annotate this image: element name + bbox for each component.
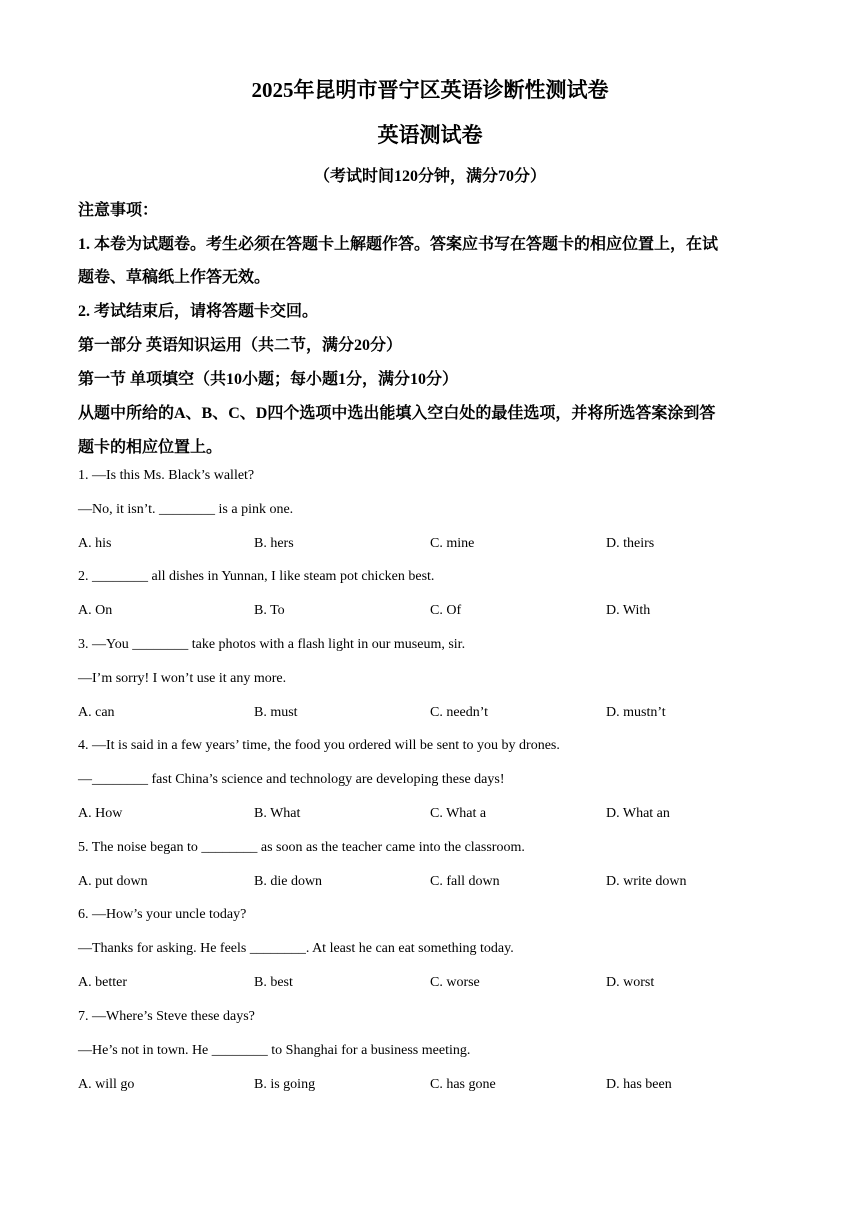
question-6-option-c: C. worse [430,975,480,990]
question-4-option-a: A. How [78,806,123,821]
question-2-option-c: C. Of [430,603,462,618]
question-6-line-2: —Thanks for asking. He feels ________. At least he can eat something today. [78,941,514,956]
question-6-option-d: D. worst [606,975,655,990]
question-7-option-a: A. will go [78,1077,135,1092]
exam-subtitle: 英语测试卷 [377,123,483,147]
question-7-option-b: B. is going [254,1077,316,1092]
notes-item-2: 2. 考试结束后，请将答题卡交回。 [78,303,319,320]
part-heading: 第一部分 英语知识运用（共二节，满分20分） [78,337,403,354]
question-5-option-b: B. die down [254,874,323,889]
notes-heading: 注意事项： [78,202,159,219]
question-1-line-1: 1. —Is this Ms. Black’s wallet? [78,468,255,483]
question-3-option-b: B. must [254,705,298,720]
question-5-option-a: A. put down [78,874,148,889]
question-3-option-d: D. mustn’t [606,705,666,720]
question-4-line-1: 4. —It is said in a few years’ time, the food you ordered will be sent to you by drones. [78,738,560,753]
question-2-option-b: B. To [254,603,285,618]
instruction-line-2: 题卡的相应位置上。 [78,439,223,456]
question-3-option-a: A. can [78,705,115,720]
subsection-heading: 第一节 单项填空（共10小题；每小题1分，满分10分） [78,371,459,388]
question-2-line-1: 2. ________ all dishes in Yunnan, I like steam pot chicken best. [78,569,435,584]
question-4-option-c: C. What a [430,806,487,821]
exam-info: （考试时间120分钟，满分70分） [313,168,546,185]
question-4-option-b: B. What [254,806,301,821]
question-3-line-2: —I’m sorry! I won’t use it any more. [78,671,287,686]
question-6-option-a: A. better [78,975,127,990]
question-5-option-d: D. write down [606,874,687,889]
question-7-line-1: 7. —Where’s Steve these days? [78,1009,255,1024]
question-6-option-b: B. best [254,975,293,990]
question-2-option-d: D. With [606,603,651,618]
question-1-option-a: A. his [78,536,112,551]
question-4-line-2: —________ fast China’s science and technology are developing these days! [78,772,505,787]
question-3-line-1: 3. —You ________ take photos with a flash light in our museum, sir. [78,637,466,652]
question-1-line-2: —No, it isn’t. ________ is a pink one. [78,502,294,517]
question-1-option-d: D. theirs [606,536,655,551]
notes-item-1-line-1: 1. 本卷为试题卷。考生必须在答题卡上解题作答。答案应书写在答题卡的相应位置上，在试 [78,236,719,253]
question-2-option-a: A. On [78,603,113,618]
question-7-line-2: —He’s not in town. He ________ to Shanghai for a business meeting. [78,1043,471,1058]
notes-item-1-line-2: 题卷、草稿纸上作答无效。 [78,269,271,286]
question-6-line-1: 6. —How’s your uncle today? [78,907,247,922]
question-3-option-c: C. needn’t [430,705,489,720]
instruction-line-1: 从题中所给的A、B、C、D四个选项中选出能填入空白处的最佳选项，并将所选答案涂到答 [78,405,716,422]
question-1-option-b: B. hers [254,536,294,551]
question-1-option-c: C. mine [430,536,475,551]
exam-title: 2025年昆明市晋宁区英语诊断性测试卷 [251,78,609,102]
question-4-option-d: D. What an [606,806,670,821]
question-7-option-d: D. has been [606,1077,672,1092]
question-5-option-c: C. fall down [430,874,500,889]
question-5-line-1: 5. The noise began to ________ as soon as the teacher came into the classroom. [78,840,525,855]
question-7-option-c: C. has gone [430,1077,496,1092]
